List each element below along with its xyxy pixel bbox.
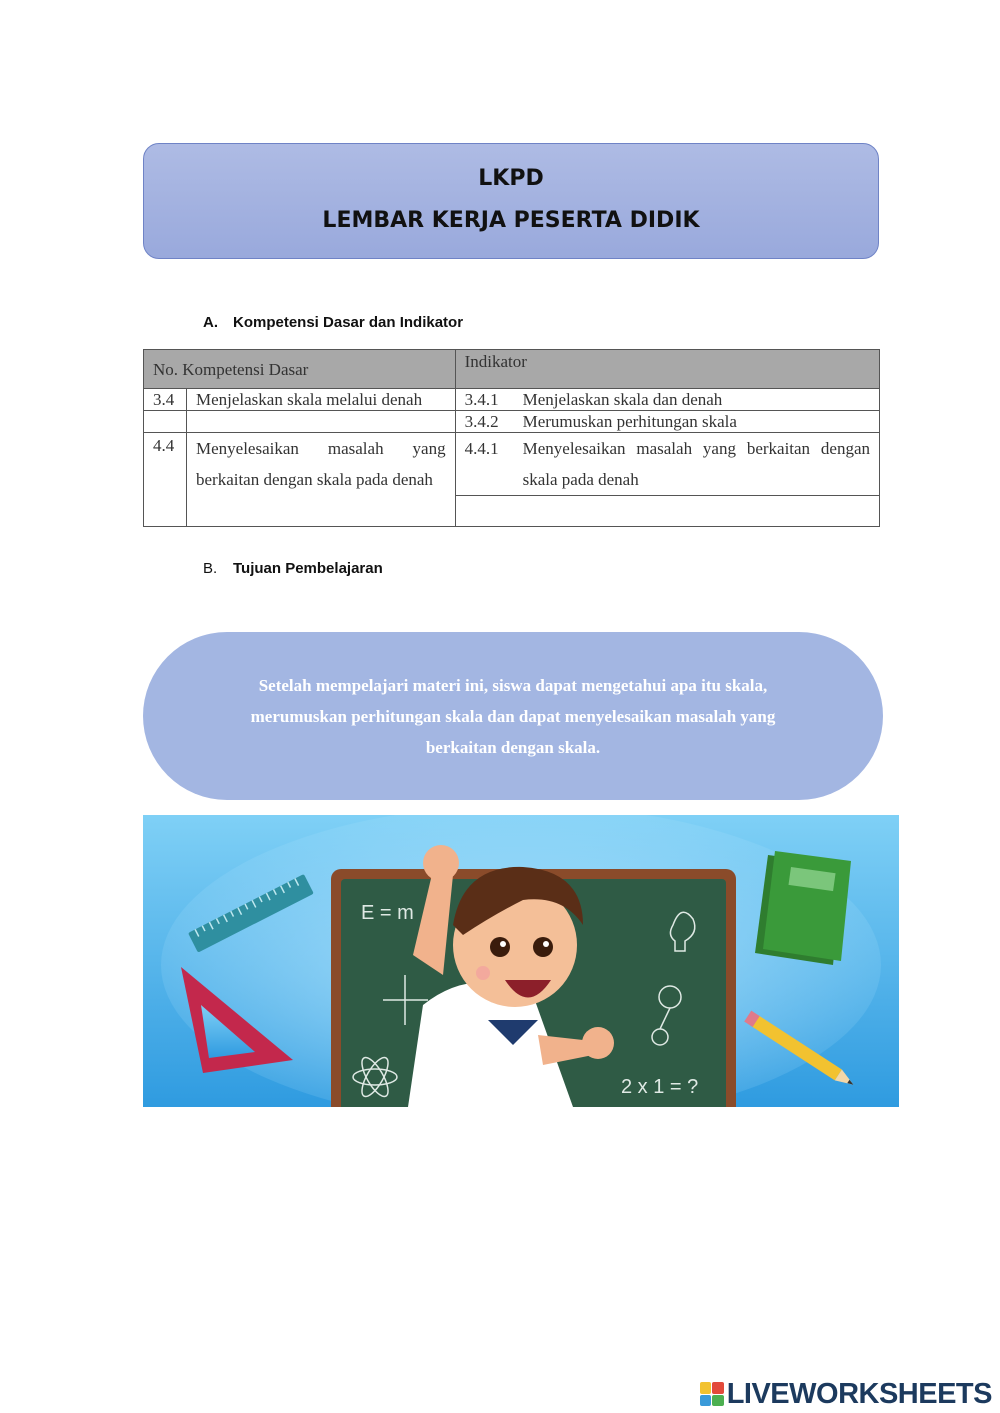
row-kd: Menyelesaikan masalah yang berkaitan dengan skala pada denah [186, 433, 455, 527]
chalk-math: 2 x 1 = ? [621, 1076, 699, 1098]
row-indikator-empty [455, 496, 879, 527]
table-row [144, 433, 880, 496]
section-a-letter: A. [203, 314, 218, 331]
row-indikator: 4.4.1 Menyelesaikan masalah yang berkaitan dengan skala pada denah [455, 433, 879, 496]
learning-goal-text: Setelah mempelajari materi ini, siswa dapat mengetahui apa itu skala, merumuskan perhitungan skala dan dapat menyelesaikan masalah yang berkaitan dengan skala. [250, 675, 776, 757]
row-kd: Menjelaskan skala melalui denah [186, 389, 455, 411]
row-indikator: 3.4.1 Menjelaskan skala dan denah [455, 389, 879, 411]
title-subtitle: LEMBAR KERJA PESERTA DIDIK [322, 208, 700, 233]
table-row [144, 411, 880, 433]
section-b-letter: B. [203, 560, 218, 577]
table-header-row [144, 350, 880, 389]
header-kd: No. Kompetensi Dasar [144, 350, 456, 389]
classroom-illustration [143, 815, 899, 1107]
learning-goal-box [143, 632, 883, 800]
row-indikator: 3.4.2 Merumuskan perhitungan skala [455, 411, 879, 433]
title-banner [143, 143, 879, 259]
row-no [144, 411, 187, 433]
row-no: 3.4 [144, 389, 187, 411]
book-icon [755, 851, 851, 965]
section-a-heading [203, 314, 463, 331]
section-a-title: Kompetensi Dasar dan Indikator [233, 314, 464, 331]
brand-name: LIVEWORKSHEETS [726, 1377, 992, 1410]
competency-table [143, 349, 880, 527]
liveworksheets-logo-icon [700, 1382, 724, 1406]
header-indikator: Indikator [455, 350, 879, 389]
row-no: 4.4 [144, 433, 187, 527]
section-b-title: Tujuan Pembelajaran [233, 560, 383, 577]
section-b-heading [203, 560, 383, 577]
table-row [144, 389, 880, 411]
chalk-formula: E = m [361, 902, 414, 924]
liveworksheets-brand [700, 1377, 992, 1411]
title-lkpd: LKPD [478, 166, 544, 191]
row-kd [186, 411, 455, 433]
